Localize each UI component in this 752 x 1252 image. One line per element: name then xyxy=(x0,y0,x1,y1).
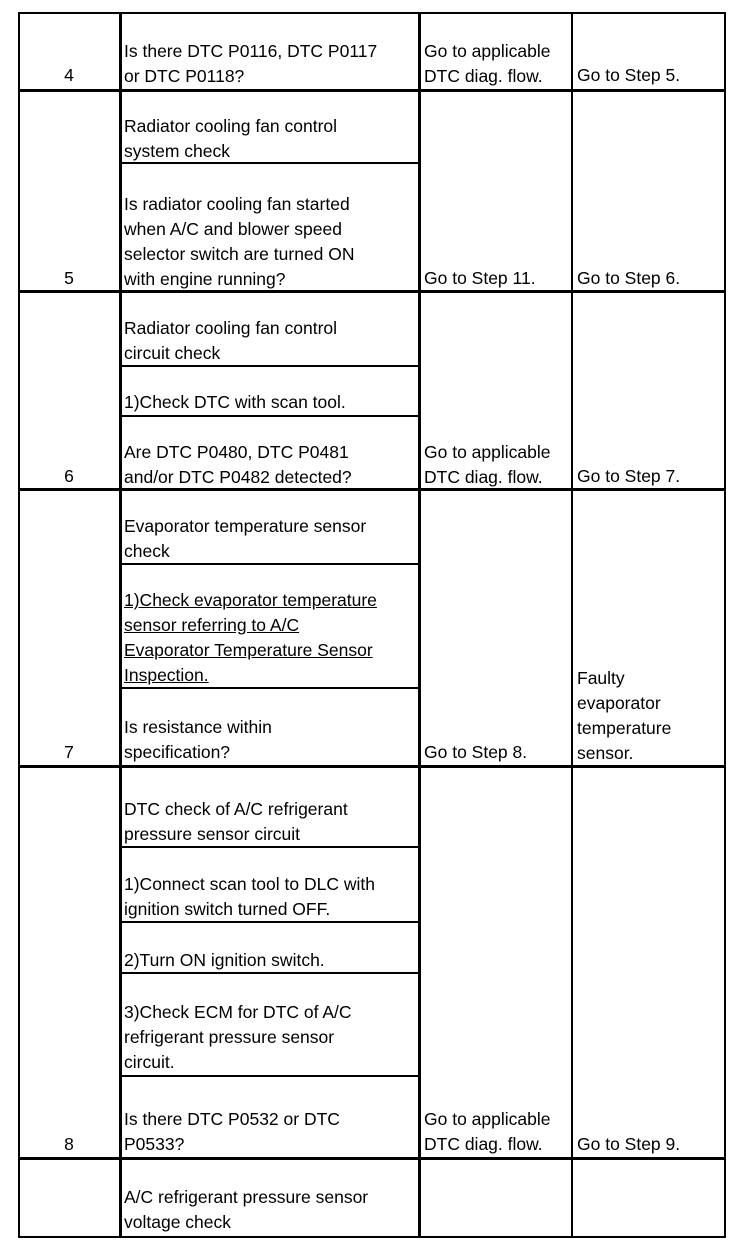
step-number: 8 xyxy=(64,1134,74,1154)
procedure-text: 3)Check ECM for DTC of A/C refrigerant pressure sensor circuit. xyxy=(124,1002,352,1072)
col-border xyxy=(119,12,122,1238)
check-title: Radiator cooling fan control circuit check xyxy=(124,318,338,363)
step-number: 4 xyxy=(64,65,74,85)
no-action: Go to Step 9. xyxy=(577,1134,681,1154)
question-text: Are DTC P0480, DTC P0481 and/or DTC P0482 detected? xyxy=(124,442,352,487)
row-border xyxy=(18,1236,726,1238)
question-text: Is resistance within specification? xyxy=(124,717,272,762)
step-number: 5 xyxy=(64,268,74,288)
procedure-text: 2)Turn ON ignition switch. xyxy=(124,950,325,970)
question-text: Is there DTC P0116, DTC P0117 or DTC P0118? xyxy=(124,41,378,86)
step-number: 6 xyxy=(64,466,74,486)
procedure-text: 1)Check DTC with scan tool. xyxy=(124,392,346,412)
yes-action: Go to applicable DTC diag. flow. xyxy=(424,1109,551,1154)
subrow-border xyxy=(119,415,421,417)
no-action: Go to Step 5. xyxy=(577,65,681,85)
step-number: 7 xyxy=(64,742,74,762)
row-border xyxy=(18,89,726,92)
no-action: Go to Step 7. xyxy=(577,466,681,486)
yes-action: Go to applicable DTC diag. flow. xyxy=(424,41,551,86)
subrow-border xyxy=(119,1075,421,1077)
yes-action: Go to Step 8. xyxy=(424,742,528,762)
check-title: A/C refrigerant pressure sensor voltage check xyxy=(124,1187,369,1232)
procedure-link[interactable]: 1)Check evaporator temperature sensor referring to A/C Evaporator Temperature Sensor Inspection. xyxy=(124,590,377,685)
yes-action: Go to Step 11. xyxy=(424,268,536,288)
col-border xyxy=(18,12,20,1238)
check-title: Evaporator temperature sensor check xyxy=(124,516,367,561)
col-border xyxy=(571,12,573,1238)
row-border xyxy=(18,12,726,14)
check-title: Radiator cooling fan control system check xyxy=(124,116,338,161)
no-action: Faulty evaporator temperature sensor. xyxy=(577,668,672,763)
check-title: DTC check of A/C refrigerant pressure sensor circuit xyxy=(124,799,348,844)
yes-action: Go to applicable DTC diag. flow. xyxy=(424,442,551,487)
row-border xyxy=(18,1157,726,1160)
col-border xyxy=(724,12,726,1238)
no-action: Go to Step 6. xyxy=(577,268,681,288)
question-text: Is radiator cooling fan started when A/C and blower speed selector switch are turned ON with engine running? xyxy=(124,194,355,289)
question-text: Is there DTC P0532 or DTC P0533? xyxy=(124,1109,340,1154)
procedure-text: 1)Connect scan tool to DLC with ignition switch turned OFF. xyxy=(124,874,375,919)
